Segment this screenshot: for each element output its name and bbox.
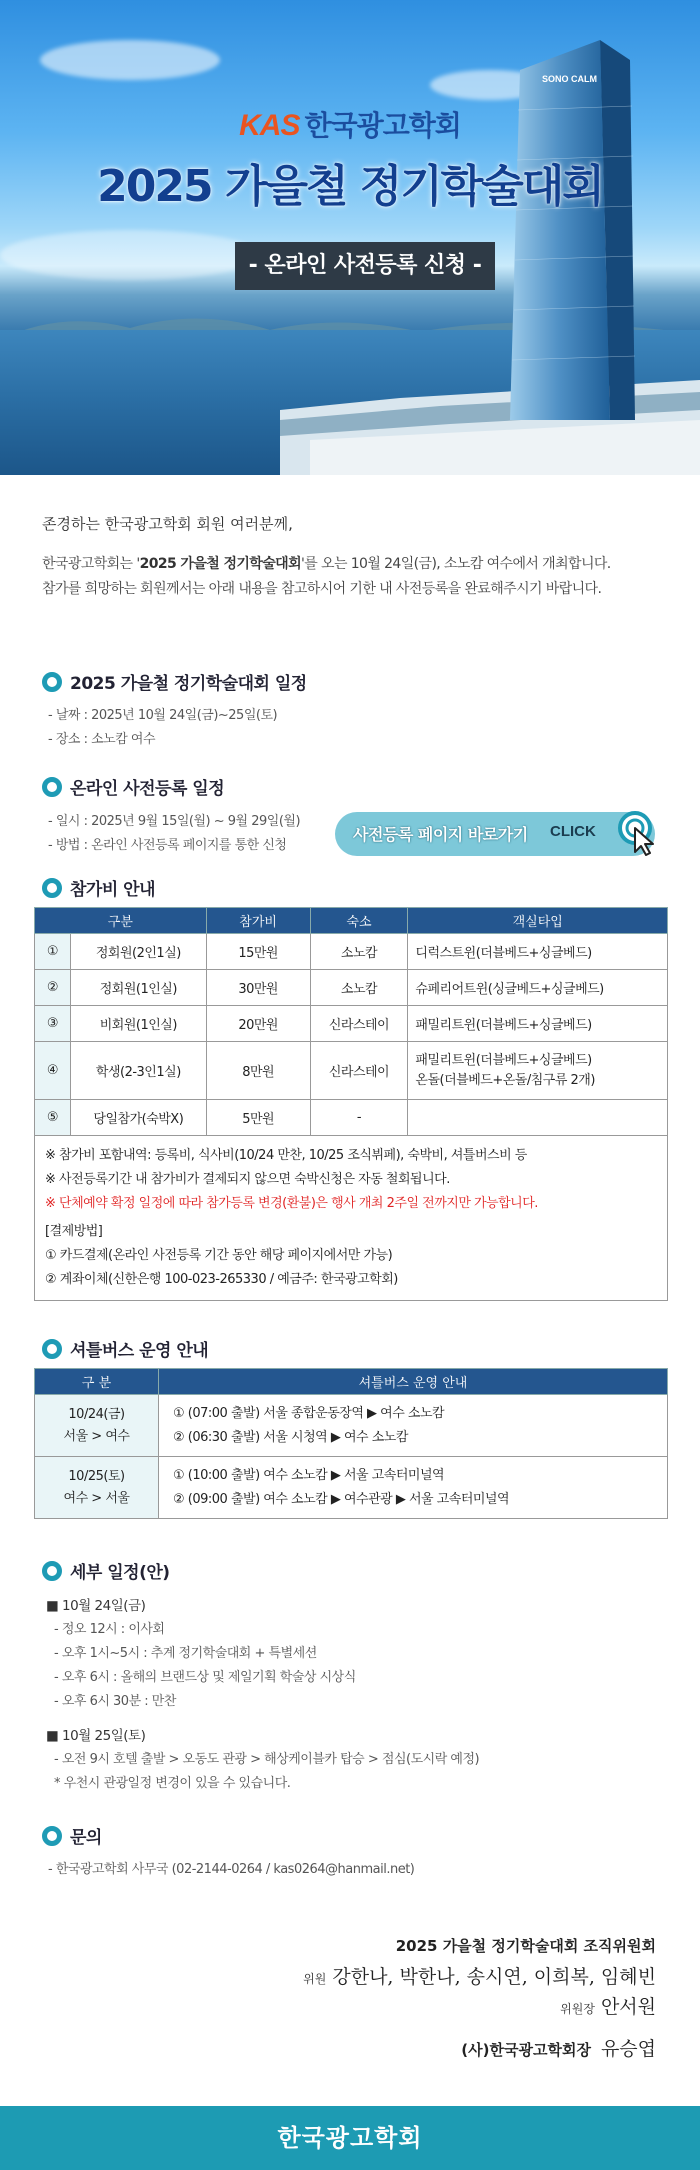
table-row	[35, 1395, 668, 1457]
refund-warning: ※ 단체예약 확정 일정에 따라 참가등록 변경(환불)은 행사 개최 2주일 전까지만 가능합니다.	[45, 1196, 538, 1211]
row-number: ④	[35, 1042, 71, 1100]
fee-notes	[35, 1136, 668, 1301]
shuttle-date: 10/25(토)	[68, 1468, 125, 1484]
day2-title: ■ 10월 25일(토)	[46, 1728, 146, 1744]
registration-heading	[42, 774, 224, 799]
schedule-place: - 장소 : 소노캄 여수	[48, 732, 156, 747]
cloud-shape	[0, 230, 260, 280]
committee-members	[303, 1962, 656, 1989]
room-type-line: 온돌(더블베드+온돌/침구류 2개)	[415, 1072, 595, 1088]
registration-method: - 방법 : 온라인 사전등록 페이지를 통한 신청	[48, 838, 287, 853]
cta-click-text[interactable]: CLICK	[550, 823, 596, 840]
bullet-circle-icon	[42, 1826, 62, 1846]
column-header: 참가비	[206, 908, 310, 934]
intro-text: 참가를 희망하는 회원께서는 아래 내용을 참고하시어 기한 내 사전등록을 완료해주시기 바랍니다.	[42, 581, 602, 597]
note-text: ※ 사전등록기간 내 참가비가 결제되지 않으면 숙박신청은 자동 철회됩니다.	[45, 1172, 450, 1187]
registration-period: - 일시 : 2025년 9월 15일(월) ~ 9월 29일(월)	[48, 814, 301, 829]
cloud-shape	[40, 40, 220, 80]
bullet-circle-icon	[42, 672, 62, 692]
footer-banner: 한국광고학회	[0, 2106, 700, 2170]
day1-item: - 오후 1시~5시 : 추계 정기학술대회 + 특별세션	[54, 1646, 317, 1661]
lodging: 소노캄	[310, 934, 408, 970]
chair-name: 안서원	[600, 1996, 656, 2018]
column-header: 셔틀버스 운영 안내	[159, 1369, 668, 1395]
shuttle-schedule	[159, 1395, 668, 1457]
intro-text: 한국광고학회는 '	[42, 556, 140, 572]
day1-title: ■ 10월 24일(금)	[46, 1598, 146, 1614]
shuttle-schedule	[159, 1457, 668, 1519]
column-header: 숙소	[310, 908, 408, 934]
hero-banner	[0, 0, 700, 475]
section-title: 셔틀버스 운영 안내	[70, 1341, 209, 1361]
table-row	[35, 1042, 668, 1100]
lodging: 신라스테이	[310, 1042, 408, 1100]
committee-name: 2025 가을철 정기학술대회 조직위원회	[395, 1937, 656, 1955]
note-text: ※ 참가비 포함내역: 등록비, 식사비(10/24 만찬, 10/25 조식뷔페), 숙박비, 셔틀버스비 등	[45, 1148, 527, 1163]
shuttle-day	[35, 1395, 159, 1457]
day1-item: - 오후 6시 : 올해의 브랜드상 및 제일기획 학술상 시상식	[54, 1670, 356, 1685]
shuttle-day	[35, 1457, 159, 1519]
bullet-circle-icon	[42, 777, 62, 797]
lodging: 소노캄	[310, 970, 408, 1006]
room-type	[408, 1042, 668, 1100]
event-title: 2025 가을철 정기학술대회	[97, 161, 603, 212]
registration-badge: - 온라인 사전등록 신청 -	[235, 242, 495, 290]
table-row	[35, 970, 668, 1006]
table-row	[35, 1457, 668, 1519]
intro-paragraph	[42, 552, 672, 602]
brand-korean: 한국광고학회	[304, 109, 461, 142]
room-type-line: 패밀리트윈(더블베드+싱글베드)	[415, 1052, 592, 1068]
payment-title: [결제방법]	[45, 1224, 103, 1239]
cta-label[interactable]: 사전등록 페이지 바로가기	[353, 825, 528, 844]
shuttle-line: ② (09:00 출발) 여수 소노캄 ▶ 여수관광 ▶ 서울 고속터미널역	[173, 1491, 510, 1507]
section-title: 문의	[70, 1828, 102, 1848]
lodging: -	[310, 1100, 408, 1136]
notes-row	[35, 1136, 668, 1301]
member-type: 비회원(1인실)	[70, 1006, 206, 1042]
column-header: 구분	[35, 908, 207, 934]
room-type: 디럭스트윈(더블베드+싱글베드)	[408, 934, 668, 970]
hotel-tower-illustration	[490, 30, 640, 420]
table-header-row	[35, 1369, 668, 1395]
association-president	[461, 2034, 656, 2061]
shuttle-line: ② (06:30 출발) 서울 시청역 ▶ 여수 소노캄	[173, 1429, 408, 1445]
fee-amount: 8만원	[206, 1042, 310, 1100]
day2-item: * 우천시 관광일정 변경이 있을 수 있습니다.	[54, 1776, 291, 1791]
bullet-circle-icon	[42, 1339, 62, 1359]
chair-role: 위원장	[560, 2002, 595, 2016]
shuttle-date: 10/24(금)	[68, 1406, 125, 1422]
president-role: (사)한국광고학회장	[461, 2041, 591, 2059]
schedule-date: - 날짜 : 2025년 10월 24일(금)~25일(토)	[48, 708, 278, 723]
brand-latin: KAS	[239, 109, 300, 142]
member-names: 강한나, 박한나, 송시연, 이희복, 임혜빈	[332, 1966, 656, 1988]
section-title: 세부 일정(안)	[70, 1563, 170, 1583]
row-number: ③	[35, 1006, 71, 1042]
member-type: 학생(2-3인1실)	[70, 1042, 206, 1100]
row-number: ②	[35, 970, 71, 1006]
committee-chair	[560, 1992, 656, 2019]
row-number: ①	[35, 934, 71, 970]
fees-heading	[42, 875, 155, 900]
table-header-row	[35, 908, 668, 934]
pre-registration-link-button[interactable]	[335, 808, 655, 860]
shuttle-route: 서울 > 여수	[63, 1428, 130, 1444]
table-row	[35, 934, 668, 970]
brand-logo	[0, 104, 700, 144]
member-type: 정회원(1인실)	[70, 970, 206, 1006]
bullet-circle-icon	[42, 878, 62, 898]
shuttle-heading	[42, 1336, 208, 1361]
payment-method: ② 계좌이체(신한은행 100-023-265330 / 예금주: 한국광고학회)	[45, 1272, 398, 1287]
lodging: 신라스테이	[310, 1006, 408, 1042]
intro-event-name: 2025 가을철 정기학술대회	[139, 556, 302, 572]
day2-item: - 오전 9시 호텔 출발 > 오동도 관광 > 해상케이블카 탑승 > 점심(도시락 예정)	[54, 1752, 480, 1767]
greeting: 존경하는 한국광고학회 회원 여러분께,	[42, 515, 293, 533]
fee-amount: 15만원	[206, 934, 310, 970]
member-type: 정회원(2인1실)	[70, 934, 206, 970]
section-title: 2025 가을철 정기학술대회 일정	[70, 674, 307, 694]
fee-table	[34, 907, 668, 1301]
schedule-heading	[42, 669, 307, 694]
row-number: ⑤	[35, 1100, 71, 1136]
column-header: 구 분	[35, 1369, 159, 1395]
payment-method: ① 카드결제(온라인 사전등록 기간 동안 해당 페이지에서만 가능)	[45, 1248, 393, 1263]
bullet-circle-icon	[42, 1561, 62, 1581]
president-name: 유승엽	[600, 2038, 656, 2060]
fee-amount: 30만원	[206, 970, 310, 1006]
shuttle-table	[34, 1368, 668, 1519]
hotel-sign-text: SONO CALM	[542, 74, 597, 84]
fee-amount: 5만원	[206, 1100, 310, 1136]
room-type	[408, 1100, 668, 1136]
fee-amount: 20만원	[206, 1006, 310, 1042]
intro-text: '를 오는 10월 24일(금), 소노캄 여수에서 개최합니다.	[301, 556, 611, 572]
room-type: 패밀리트윈(더블베드+싱글베드)	[408, 1006, 668, 1042]
day1-item: - 정오 12시 : 이사회	[54, 1622, 165, 1637]
pointer-click-icon	[617, 810, 657, 856]
member-role: 위원	[303, 1972, 327, 1986]
contact-heading	[42, 1823, 102, 1848]
table-row	[35, 1006, 668, 1042]
column-header: 객실타입	[408, 908, 668, 934]
section-title: 참가비 안내	[70, 880, 156, 900]
shuttle-line: ① (10:00 출발) 여수 소노캄 ▶ 서울 고속터미널역	[173, 1467, 445, 1483]
shuttle-line: ① (07:00 출발) 서울 종합운동장역 ▶ 여수 소노캄	[173, 1405, 445, 1421]
room-type: 슈페리어트윈(싱글베드+싱글베드)	[408, 970, 668, 1006]
contact-info: - 한국광고학회 사무국 (02-2144-0264 / kas0264@hanmail.net)	[48, 1862, 415, 1877]
member-type: 당일참가(숙박X)	[70, 1100, 206, 1136]
day1-item: - 오후 6시 30분 : 만찬	[54, 1694, 176, 1709]
details-heading	[42, 1558, 170, 1583]
table-row	[35, 1100, 668, 1136]
section-title: 온라인 사전등록 일정	[70, 779, 225, 799]
shuttle-route: 여수 > 서울	[63, 1490, 130, 1506]
